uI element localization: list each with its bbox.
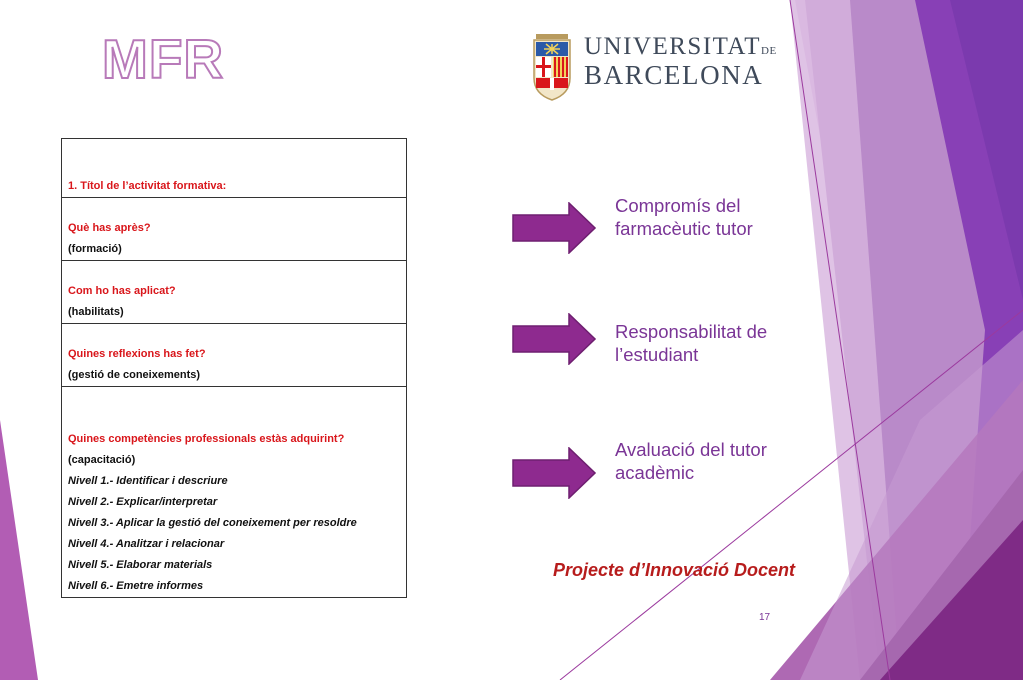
hint-learned: (formació) [68, 243, 122, 255]
question-learned: Què has après? [68, 222, 151, 234]
level-item: Nivell 4.- Analitzar i relacionar [68, 538, 225, 550]
form-row-applied [62, 261, 407, 324]
hint-competences: (capacitació) [68, 454, 136, 466]
form-row-reflections [62, 324, 407, 387]
form-row-competences [62, 387, 407, 598]
project-caption: Projecte d’Innovació Docent [553, 560, 796, 580]
university-crest-icon [530, 30, 574, 106]
facet-left [0, 420, 38, 680]
question-competences: Quines competències professionals estàs adquirint? [68, 433, 345, 445]
hint-reflections: (gestió de coneixements) [68, 369, 201, 381]
hint-applied: (habilitats) [68, 306, 124, 318]
title-text: MFR [102, 28, 225, 88]
arrow-right-icon [512, 313, 596, 365]
form-row-learning [62, 198, 407, 261]
item-student-responsibility [615, 320, 767, 366]
form-cell-title [62, 139, 407, 198]
form-cell-applied [62, 261, 407, 324]
form-cell-reflections [62, 324, 407, 387]
item-line: acadèmic [615, 462, 695, 483]
item-line: Responsabilitat de [615, 321, 768, 342]
arrow-right-icon [512, 202, 596, 254]
question-applied: Com ho has aplicat? [68, 285, 176, 297]
level-item: Nivell 2.- Explicar/interpretar [68, 496, 218, 508]
question-reflections: Quines reflexions has fet? [68, 348, 206, 360]
item-line: Avaluació del tutor [615, 439, 767, 460]
page-title [100, 28, 240, 88]
item-tutor-evaluation [615, 438, 767, 484]
activity-title-label: 1. Títol de l’activitat formativa: [68, 180, 227, 192]
logo-line-1: UNIVERSITATDE [584, 33, 777, 60]
level-item: Nivell 6.- Emetre informes [68, 580, 204, 592]
item-line: Compromís del [615, 195, 741, 216]
level-item: Nivell 3.- Aplicar la gestió del coneixement per resoldre [68, 517, 357, 529]
page-number: 17 [759, 612, 771, 623]
item-line: l’estudiant [615, 344, 699, 365]
logo-wordmark [584, 34, 777, 89]
level-item: Nivell 5.- Elaborar materials [68, 559, 213, 571]
item-tutor-commitment [615, 194, 753, 240]
level-item: Nivell 1.- Identificar i descriure [68, 475, 228, 487]
form-cell-learning [62, 198, 407, 261]
form-cell-competences [62, 387, 407, 598]
arrow-right-icon [512, 447, 596, 499]
item-line: farmacèutic tutor [615, 218, 753, 239]
university-logo [530, 30, 777, 106]
logo-line-2: BARCELONA [584, 60, 764, 90]
form-row-title [62, 139, 407, 198]
training-activity-form [61, 138, 407, 598]
